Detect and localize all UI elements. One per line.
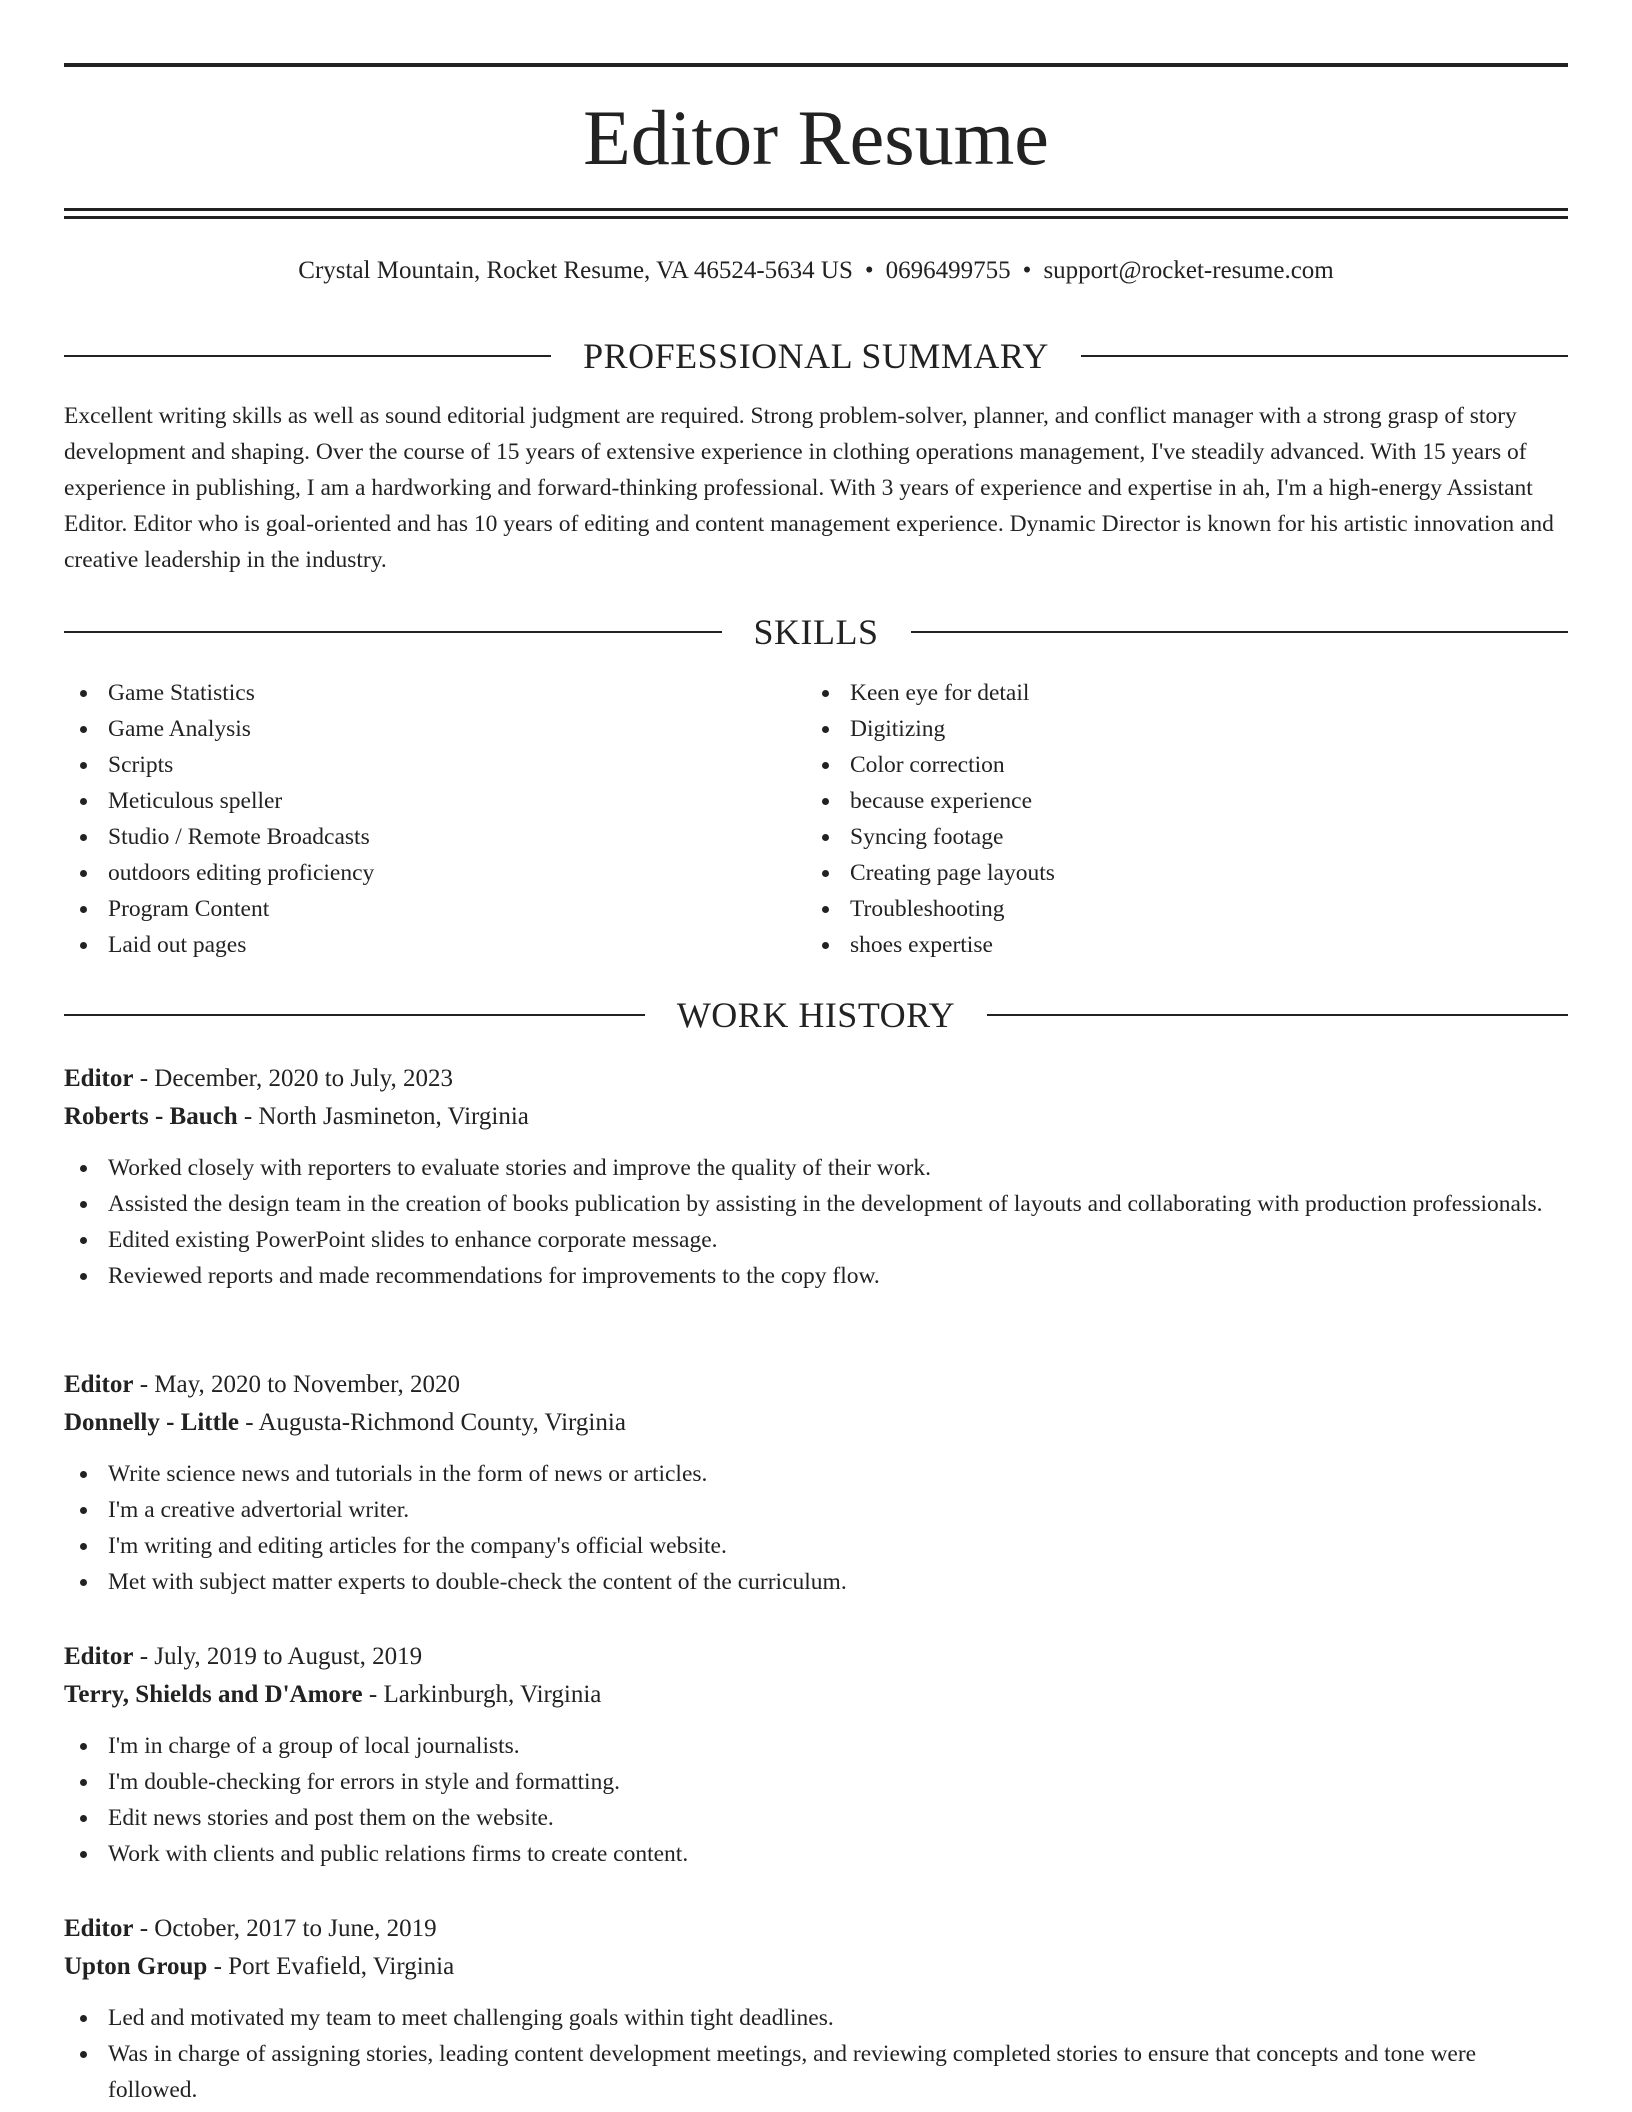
job-entry: [64, 1060, 1568, 1294]
skill-item: Program Content: [64, 891, 806, 927]
job-bullet: I'm writing and editing articles for the company's official website.: [64, 1528, 1568, 1564]
job-dates: - December, 2020 to July, 2023: [133, 1065, 453, 1092]
job-role-line: [64, 1910, 1568, 1948]
heading-rule-right: [987, 1014, 1568, 1016]
contact-address: Crystal Mountain, Rocket Resume, VA 46524-5634 US: [298, 257, 853, 284]
job-bullet: Write science news and tutorials in the form of news or articles.: [64, 1456, 1568, 1492]
skill-item: because experience: [806, 783, 1548, 819]
skill-item: Scripts: [64, 747, 806, 783]
skills-column-left: [64, 675, 806, 963]
contact-phone: 0696499755: [885, 257, 1011, 284]
top-rule: [64, 63, 1568, 67]
contact-line: [64, 254, 1568, 288]
job-bullet: Edit news stories and post them on the website.: [64, 1800, 1568, 1836]
job-bullet: I'm double-checking for errors in style and formatting.: [64, 1764, 1568, 1800]
skill-item: Color correction: [806, 747, 1548, 783]
heading-rule-right: [911, 631, 1569, 633]
job-title: Editor: [64, 1065, 134, 1092]
title-rule-upper: [64, 208, 1568, 211]
job-dates: - July, 2019 to August, 2019: [133, 1643, 423, 1670]
job-company-line: [64, 1404, 1568, 1442]
job-bullets: [64, 1150, 1568, 1294]
skill-item: Meticulous speller: [64, 783, 806, 819]
skill-item: Laid out pages: [64, 927, 806, 963]
job-bullet: I'm in charge of a group of local journalists.: [64, 1728, 1568, 1764]
heading-rule-left: [64, 355, 551, 357]
job-company-line: [64, 1098, 1568, 1136]
heading-rule-right: [1081, 355, 1568, 357]
job-bullet: Work with clients and public relations firms to create content.: [64, 1836, 1568, 1872]
job-company: Roberts - Bauch: [64, 1103, 238, 1130]
contact-separator: •: [1022, 257, 1032, 284]
job-location: - Larkinburgh, Virginia: [362, 1681, 602, 1708]
work-history-heading-label: WORK HISTORY: [676, 995, 956, 1035]
job-bullet: I'm a creative advertorial writer.: [64, 1492, 1568, 1528]
job-bullet: Assisted the design team in the creation of books publication by assisting in the development of layouts and collaborating with production professionals.: [64, 1186, 1568, 1222]
summary-heading-label: PROFESSIONAL SUMMARY: [583, 336, 1049, 376]
job-bullets: [64, 1456, 1568, 1600]
job-title: Editor: [64, 1371, 134, 1398]
skill-item: Keen eye for detail: [806, 675, 1548, 711]
skills-column-right: [806, 675, 1548, 963]
job-bullet: Edited existing PowerPoint slides to enhance corporate message.: [64, 1222, 1568, 1258]
job-role-line: [64, 1366, 1568, 1404]
job-bullet: Met with subject matter experts to double-check the content of the curriculum.: [64, 1564, 1568, 1600]
job-role-line: [64, 1060, 1568, 1098]
skill-item: outdoors editing proficiency: [64, 855, 806, 891]
skill-item: Troubleshooting: [806, 891, 1548, 927]
job-entry: [64, 1910, 1568, 2108]
job-location: - North Jasmineton, Virginia: [237, 1103, 529, 1130]
job-bullet: Reviewed reports and made recommendations for improvements to the copy flow.: [64, 1258, 1568, 1294]
job-title: Editor: [64, 1643, 134, 1670]
summary-heading: [64, 334, 1568, 378]
job-company: Donnelly - Little: [64, 1409, 239, 1436]
job-bullets: [64, 2000, 1568, 2108]
title-rule-lower: [64, 216, 1568, 219]
job-dates: - May, 2020 to November, 2020: [133, 1371, 460, 1398]
job-role-line: [64, 1638, 1568, 1676]
skills-heading-label: SKILLS: [753, 612, 879, 652]
job-location: - Augusta-Richmond County, Virginia: [239, 1409, 626, 1436]
skills-list: [64, 675, 1568, 963]
job-company-line: [64, 1948, 1568, 1986]
skills-heading: [64, 610, 1568, 654]
job-company: Terry, Shields and D'Amore: [64, 1681, 363, 1708]
work-history-heading: [64, 993, 1568, 1037]
skill-item: shoes expertise: [806, 927, 1548, 963]
heading-rule-left: [64, 1014, 645, 1016]
resume-title: Editor Resume: [583, 94, 1049, 181]
job-company-line: [64, 1676, 1568, 1714]
skill-item: Creating page layouts: [806, 855, 1548, 891]
contact-email: support@rocket-resume.com: [1043, 257, 1334, 284]
job-entry: [64, 1366, 1568, 1600]
skill-item: Digitizing: [806, 711, 1548, 747]
skill-item: Game Statistics: [64, 675, 806, 711]
heading-rule-left: [64, 631, 722, 633]
skill-item: Game Analysis: [64, 711, 806, 747]
job-bullet: Was in charge of assigning stories, leading content development meetings, and reviewing completed stories to ensure that concepts and tone were followed.: [64, 2036, 1568, 2108]
job-bullets: [64, 1728, 1568, 1872]
contact-separator: •: [864, 257, 874, 284]
job-bullet: Worked closely with reporters to evaluate stories and improve the quality of their work.: [64, 1150, 1568, 1186]
job-location: - Port Evafield, Virginia: [207, 1953, 455, 1980]
job-dates: - October, 2017 to June, 2019: [133, 1915, 437, 1942]
job-company: Upton Group: [64, 1953, 208, 1980]
job-title: Editor: [64, 1915, 134, 1942]
skill-item: Studio / Remote Broadcasts: [64, 819, 806, 855]
job-entry: [64, 1638, 1568, 1872]
summary-text: Excellent writing skills as well as sound editorial judgment are required. Strong problem-solver, planner, and conflict manager with a strong grasp of story development and shaping. Over the course of 15 years of extensive experience in clothing operations management, I've steadily advanced. With 15 years of experience in publishing, I am a hardworking and forward-thinking professional. With 3 years of experience and expertise in ah, I'm a high-energy Assistant Editor. Editor who is goal-oriented and has 10 years of editing and content management experience. Dynamic Director is known for his artistic innovation and creative leadership in the industry.: [64, 403, 1554, 573]
skill-item: Syncing footage: [806, 819, 1548, 855]
job-bullet: Led and motivated my team to meet challenging goals within tight deadlines.: [64, 2000, 1568, 2036]
